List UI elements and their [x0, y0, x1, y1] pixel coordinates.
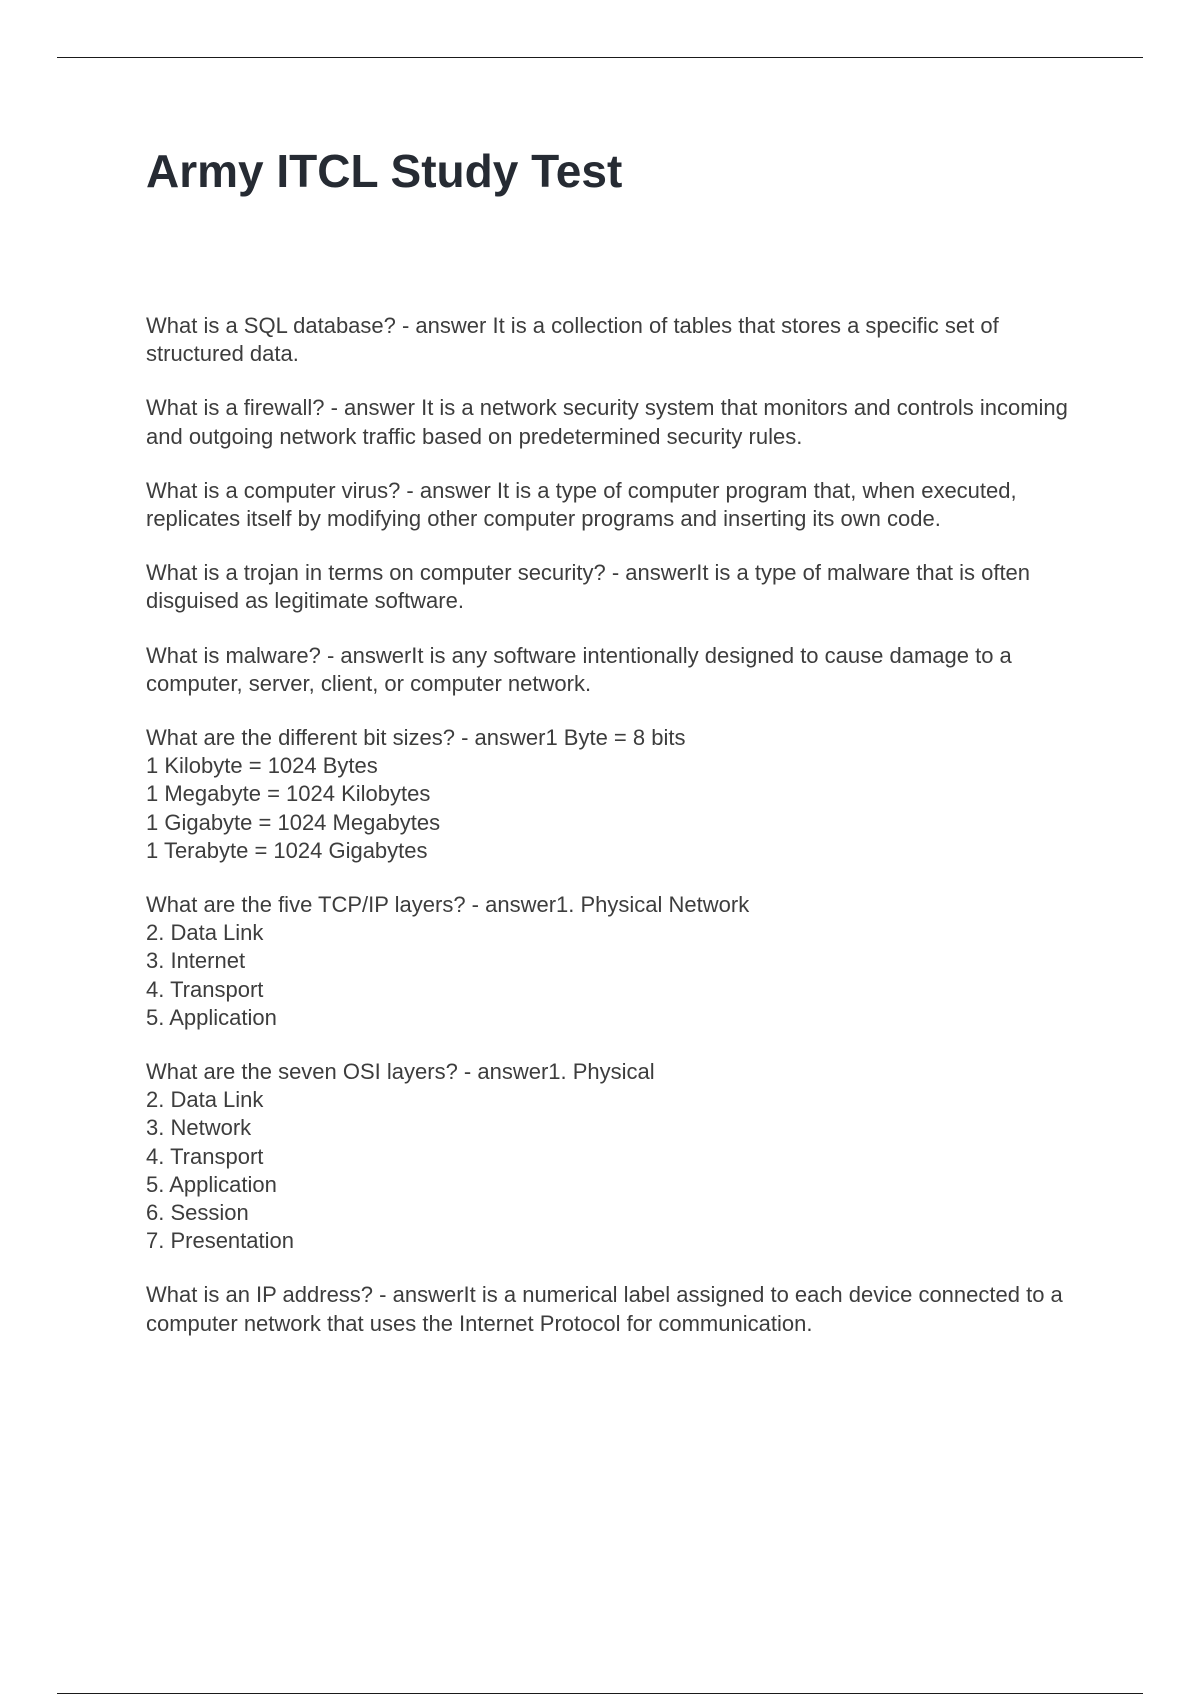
qa-line: 5. Application	[146, 1004, 277, 1030]
qa-text: What is a trojan in terms on computer security? - answerIt is a type of malware that is often disguised as legitimate software.	[146, 560, 1031, 614]
qa-entry	[146, 394, 1090, 450]
qa-line: What are the five TCP/IP layers? - answer1. Physical Network	[146, 892, 750, 918]
qa-line: 3. Network	[146, 1115, 252, 1141]
qa-entry	[146, 642, 1090, 698]
qa-text: What is a computer virus? - answer It is a type of computer program that, when executed, replicates itself by modifying other computer programs and inserting its own code.	[146, 477, 1017, 532]
bottom-rule	[57, 1693, 1143, 1694]
qa-line: What are the different bit sizes? - answer1 Byte = 8 bits	[146, 725, 686, 751]
qa-line: 1 Terabyte = 1024 Gigabytes	[146, 837, 428, 863]
qa-entry	[146, 559, 1090, 615]
qa-line: What are the seven OSI layers? - answer1. Physical	[146, 1059, 655, 1085]
qa-entry-bit-sizes	[146, 724, 1090, 865]
top-rule	[57, 57, 1143, 58]
qa-line: 2. Data Link	[146, 920, 264, 946]
qa-entry	[146, 477, 1090, 533]
qa-line: 3. Internet	[146, 948, 246, 974]
qa-list	[146, 312, 1090, 1364]
qa-text: What is malware? - answerIt is any software intentionally designed to cause damage to a computer, server, client, or computer network.	[146, 642, 1012, 696]
page-title: Army ITCL Study Test	[146, 145, 623, 197]
qa-line: 6. Session	[146, 1200, 249, 1226]
qa-line: 1 Megabyte = 1024 Kilobytes	[146, 781, 431, 807]
qa-line: 7. Presentation	[146, 1228, 294, 1254]
qa-line: 2. Data Link	[146, 1087, 264, 1113]
qa-entry	[146, 1281, 1090, 1337]
qa-line: 1 Kilobyte = 1024 Bytes	[146, 753, 378, 779]
qa-entry-osi-layers	[146, 1058, 1090, 1255]
qa-line: 4. Transport	[146, 976, 264, 1002]
qa-entry-tcpip-layers	[146, 891, 1090, 1032]
qa-text: What is an IP address? - answerIt is a numerical label assigned to each device connected to a computer network that uses the Internet Protocol for communication.	[146, 1282, 1063, 1336]
qa-line: 5. Application	[146, 1171, 277, 1197]
qa-line: 1 Gigabyte = 1024 Megabytes	[146, 809, 441, 835]
qa-line: 4. Transport	[146, 1143, 264, 1169]
qa-text: What is a firewall? - answer It is a network security system that monitors and controls incoming and outgoing network traffic based on predetermined security rules.	[146, 395, 1068, 449]
qa-text: What is a SQL database? - answer It is a collection of tables that stores a specific set of structured data.	[146, 313, 999, 367]
qa-entry	[146, 312, 1090, 368]
